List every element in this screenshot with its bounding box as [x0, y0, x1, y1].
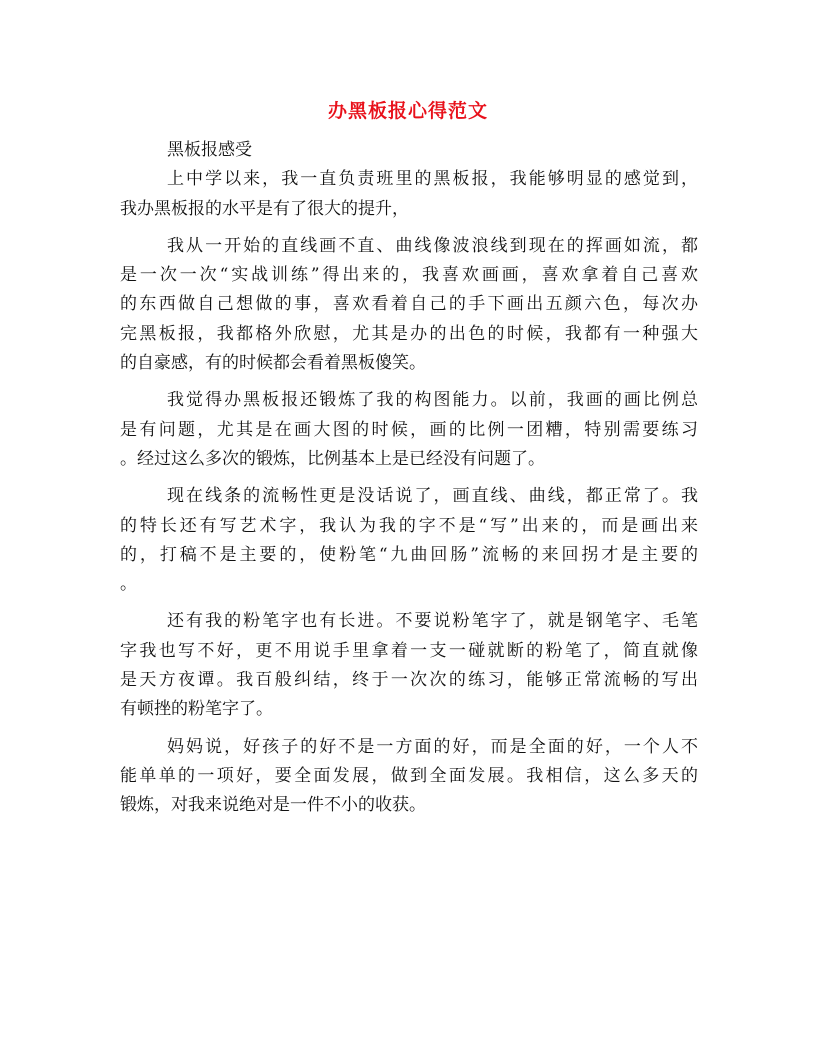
- paragraph-3-line-3: 。经过这么多次的锻炼，比例基本上是已经没有问题了。: [120, 448, 545, 469]
- paragraph-4-line-2: 的特长还有写艺术字，我认为我的字不是“写”出来的，而是画出来: [120, 515, 698, 536]
- paragraph-4-line-1: 现在线条的流畅性更是没话说了，画直线、曲线，都正常了。我: [167, 486, 698, 507]
- paragraph-1-line-2: 我办黑板报的水平是有了很大的提升，: [120, 198, 409, 219]
- paragraph-5-line-4: 有顿挫的粉笔字了。: [120, 699, 273, 720]
- paragraph-2-line-2: 是一次一次“实战训练”得出来的，我喜欢画画，喜欢拿着自己喜欢: [120, 265, 698, 286]
- paragraph-2-line-1: 我从一开始的直线画不直、曲线像波浪线到现在的挥画如流，都: [167, 235, 698, 256]
- subtitle-line: 黑板报感受: [167, 140, 252, 160]
- paragraph-2-line-4: 完黑板报，我都格外欣慰，尤其是办的出色的时候，我都有一种强大: [120, 323, 698, 344]
- paragraph-5-line-3: 是天方夜谭。我百般纠结，终于一次次的练习，能够正常流畅的写出: [120, 670, 698, 691]
- paragraph-3-line-1: 我觉得办黑板报还锻炼了我的构图能力。以前，我画的画比例总: [167, 390, 698, 411]
- paragraph-6-line-1: 妈妈说，好孩子的好不是一方面的好，而是全面的好，一个人不: [167, 736, 698, 757]
- paragraph-5-line-2: 字我也写不好，更不用说手里拿着一支一碰就断的粉笔了，简直就像: [120, 640, 698, 661]
- paragraph-4-line-4: 。: [120, 574, 137, 595]
- paragraph-3-line-2: 是有问题，尤其是在画大图的时候，画的比例一团糟，特别需要练习: [120, 419, 698, 440]
- paragraph-4-line-3: 的，打稿不是主要的，使粉笔“九曲回肠”流畅的来回拐才是主要的: [120, 544, 698, 565]
- paragraph-2-line-3: 的东西做自己想做的事，喜欢看着自己的手下画出五颜六色，每次办: [120, 294, 698, 315]
- paragraph-1-line-1: 上中学以来，我一直负责班里的黑板报，我能够明显的感觉到，: [167, 169, 698, 190]
- document-body: [120, 136, 698, 821]
- paragraph-6-line-2: 能单单的一项好，要全面发展，做到全面发展。我相信，这么多天的: [120, 765, 698, 786]
- document-title: 办黑板报心得范文: [327, 100, 488, 122]
- paragraph-5-line-1: 还有我的粉笔字也有长进。不要说粉笔字了，就是钢笔字、毛笔: [167, 611, 698, 632]
- paragraph-6-line-3: 锻炼，对我来说绝对是一件不小的收获。: [120, 795, 426, 816]
- paragraph-2-line-5: 的自豪感，有的时候都会看着黑板傻笑。: [120, 353, 426, 374]
